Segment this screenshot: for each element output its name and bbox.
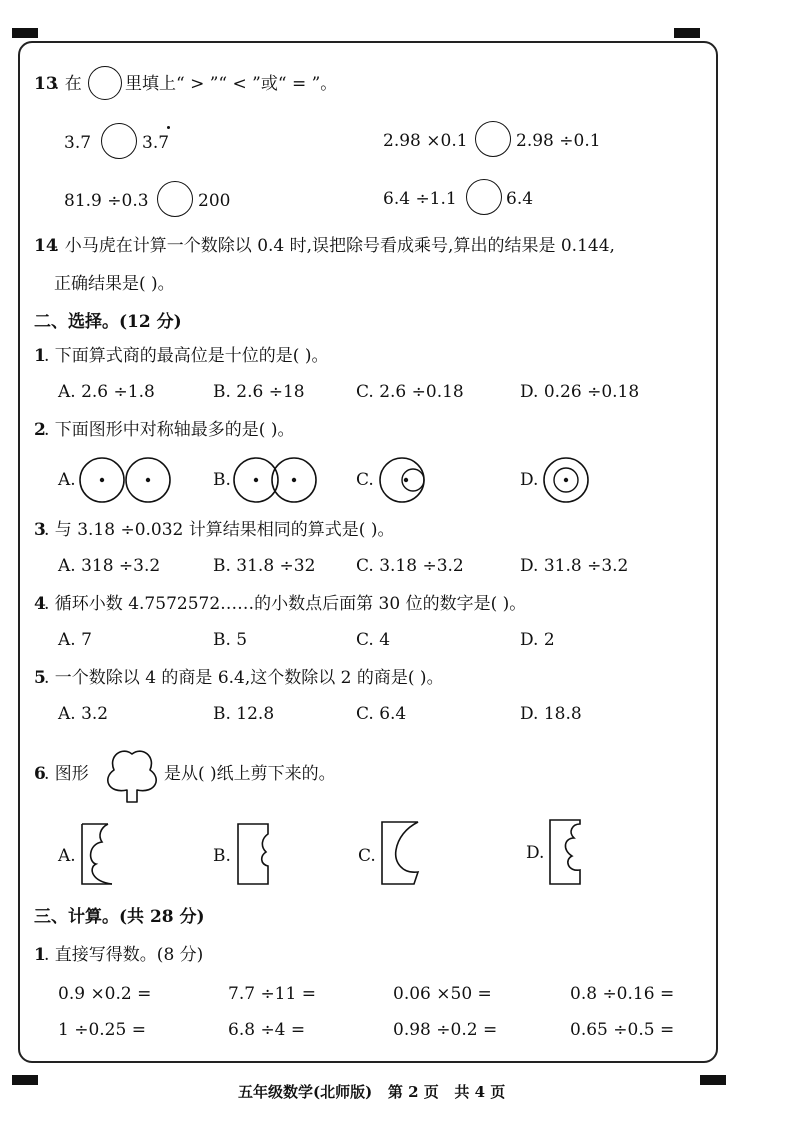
option-d[interactable]: D. 2 — [520, 630, 555, 650]
question-number: 3 — [34, 520, 46, 540]
option-a[interactable]: A. 7 — [58, 630, 92, 650]
question-text: . 直接写得数。(8 分) — [44, 945, 204, 965]
answer-circle[interactable] — [101, 123, 137, 159]
calc-item: 0.06 ×50 = — [393, 984, 492, 1004]
compare-right: 6.4 — [506, 189, 534, 209]
question-text-pre: . 图形 — [44, 764, 89, 784]
answer-circle[interactable] — [475, 121, 511, 157]
option-b[interactable]: B. — [213, 846, 231, 866]
corner-mark-bottom-right — [700, 1075, 726, 1085]
option-b[interactable]: B. — [213, 470, 231, 490]
section-title: 三、计算。(共 28 分) — [34, 907, 205, 927]
calc-item: 7.7 ÷11 = — [228, 984, 316, 1004]
compare-left: 81.9 ÷0.3 — [64, 191, 149, 211]
compare-right: 200 — [198, 191, 231, 211]
answer-circle[interactable] — [466, 179, 502, 215]
folded-paper-b-figure — [234, 820, 274, 888]
corner-mark-bottom-left — [12, 1075, 38, 1085]
question-text-post: 是从( )纸上剪下来的。 — [164, 764, 336, 784]
question-text: . 一个数除以 4 的商是 6.4,这个数除以 2 的商是( )。 — [44, 668, 444, 688]
two-separate-circles-figure — [78, 456, 174, 504]
calc-item: 0.8 ÷0.16 = — [570, 984, 675, 1004]
option-d[interactable]: D. — [520, 470, 539, 490]
option-b[interactable]: B. 2.6 ÷18 — [213, 382, 305, 402]
compare-left: 3.7 — [64, 133, 92, 153]
option-c[interactable]: C. 4 — [356, 630, 391, 650]
question-number: 4 — [34, 594, 46, 614]
question-number: 1 — [34, 346, 46, 366]
question-number: 2 — [34, 420, 46, 440]
option-a[interactable]: A. 2.6 ÷1.8 — [58, 382, 155, 402]
option-d[interactable]: D. 31.8 ÷3.2 — [520, 556, 629, 576]
option-c[interactable]: C. — [358, 846, 376, 866]
calc-item: 0.98 ÷0.2 = — [393, 1020, 498, 1040]
option-d[interactable]: D. 0.26 ÷0.18 — [520, 382, 640, 402]
question-text-pre: . 在 — [54, 74, 82, 94]
corner-mark-top-right — [674, 28, 700, 38]
question-number: 13 — [34, 74, 58, 94]
option-b[interactable]: B. 31.8 ÷32 — [213, 556, 316, 576]
concentric-circles-figure — [541, 456, 591, 504]
repeating-dot — [167, 126, 170, 129]
blank-circle — [88, 66, 122, 100]
calc-item: 6.8 ÷4 = — [228, 1020, 306, 1040]
question-number: 5 — [34, 668, 46, 688]
option-a[interactable]: A. — [58, 846, 76, 866]
compare-right: 3.7 — [142, 133, 170, 153]
option-c[interactable]: C. — [356, 470, 374, 490]
answer-circle[interactable] — [157, 181, 193, 217]
compare-right: 2.98 ÷0.1 — [516, 131, 601, 151]
question-text: . 循环小数 4.7572572……的小数点后面第 30 位的数字是( )。 — [44, 594, 527, 614]
option-d[interactable]: D. 18.8 — [520, 704, 582, 724]
section-title: 二、选择。(12 分) — [34, 312, 182, 332]
option-b[interactable]: B. 12.8 — [213, 704, 275, 724]
option-b[interactable]: B. 5 — [213, 630, 248, 650]
overlapping-circles-figure — [232, 456, 322, 504]
clover-shape-figure — [100, 744, 164, 806]
folded-paper-d-figure — [546, 816, 590, 888]
folded-paper-a-figure — [78, 820, 124, 888]
question-text: . 与 3.18 ÷0.032 计算结果相同的算式是( )。 — [44, 520, 395, 540]
question-number: 14 — [34, 236, 58, 256]
option-c[interactable]: C. 6.4 — [356, 704, 407, 724]
question-number: 1 — [34, 945, 46, 965]
option-a[interactable]: A. 318 ÷3.2 — [58, 556, 161, 576]
calc-item: 1 ÷0.25 = — [58, 1020, 146, 1040]
question-text-line2: 正确结果是( )。 — [54, 274, 175, 294]
calc-item: 0.65 ÷0.5 = — [570, 1020, 675, 1040]
compare-left: 6.4 ÷1.1 — [383, 189, 457, 209]
option-d[interactable]: D. — [526, 843, 545, 863]
option-a[interactable]: A. 3.2 — [58, 704, 109, 724]
page-footer: 五年级数学(北师版) 第 2 页 共 4 页 — [238, 1083, 506, 1101]
question-number: 6 — [34, 764, 46, 784]
option-a[interactable]: A. — [58, 470, 76, 490]
question-text: . 下面图形中对称轴最多的是( )。 — [44, 420, 295, 440]
question-text: . 下面算式商的最高位是十位的是( )。 — [44, 346, 329, 366]
option-c[interactable]: C. 2.6 ÷0.18 — [356, 382, 464, 402]
corner-mark-top-left — [12, 28, 38, 38]
option-c[interactable]: C. 3.18 ÷3.2 — [356, 556, 464, 576]
internally-tangent-circles-figure — [376, 456, 428, 504]
compare-left: 2.98 ×0.1 — [383, 131, 468, 151]
question-text: . 小马虎在计算一个数除以 0.4 时,误把除号看成乘号,算出的结果是 0.144, — [54, 236, 615, 256]
calc-item: 0.9 ×0.2 = — [58, 984, 152, 1004]
folded-paper-c-figure — [378, 818, 428, 890]
question-text-post: 里填上“ > ”“ < ”或“ = ”。 — [125, 74, 338, 94]
